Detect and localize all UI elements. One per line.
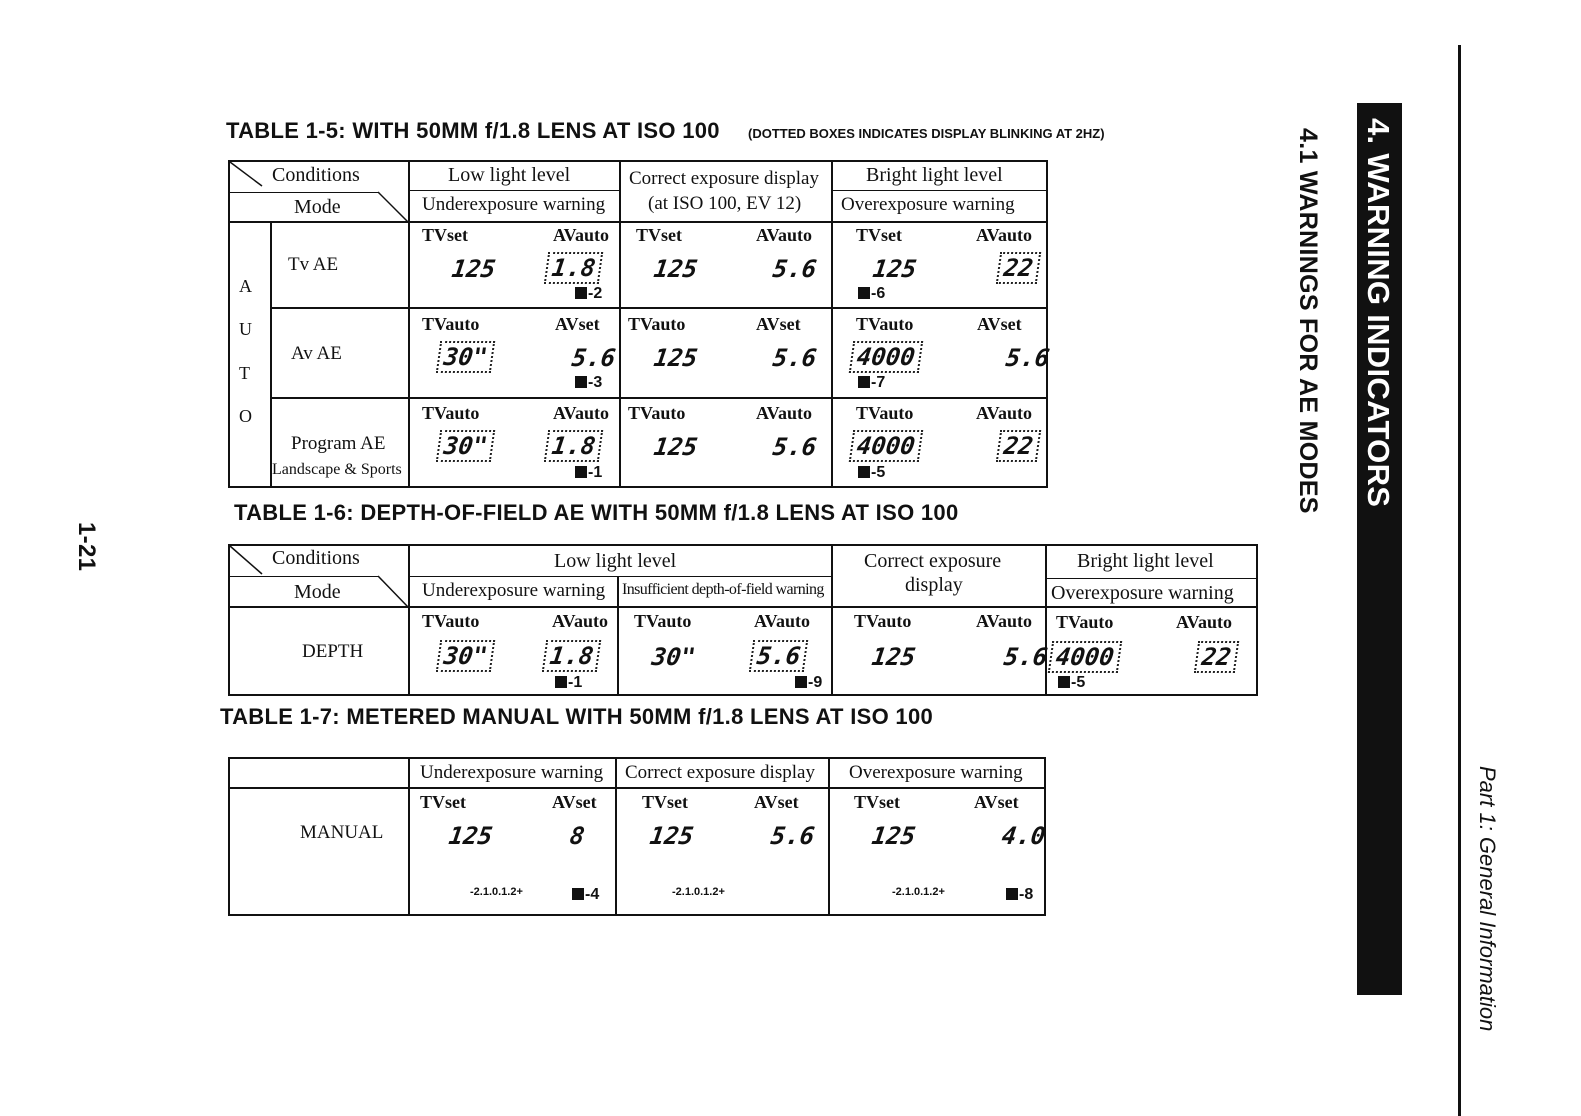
cell-label: TVauto — [1056, 612, 1114, 632]
cell-label: AVauto — [756, 225, 813, 245]
correct-exposure-sub: (at ISO 100, EV 12) — [648, 193, 802, 214]
warning-tag: -5 — [858, 464, 885, 482]
correct-exposure-header: Correct exposure display — [625, 762, 815, 783]
conditions-label: Conditions — [272, 547, 360, 569]
warning-tag: -8 — [1006, 886, 1033, 904]
exposure-scale: -2.1.0.1.2+ — [892, 886, 945, 898]
correct-exposure-header: Correct exposure display — [629, 168, 819, 189]
cell-label: TVauto — [422, 403, 480, 423]
table5-caption: TABLE 1-5: WITH 50MM f/1.8 LENS AT ISO 100 — [226, 118, 720, 143]
cell-label: TVauto — [628, 314, 686, 334]
page-number: 1-21 — [73, 522, 100, 572]
lcd-value-blinking: 30" — [436, 640, 496, 672]
lcd-value: 125 — [652, 344, 700, 372]
auto-letter: A — [239, 276, 252, 296]
cell-label: AVset — [552, 792, 597, 812]
underexposure-header: Underexposure warning — [422, 194, 606, 215]
mode-program-ae: Program AE — [291, 433, 386, 454]
auto-letter: U — [239, 319, 252, 339]
warning-tag: -7 — [858, 374, 885, 392]
cell-label: TVauto — [856, 314, 914, 334]
cell-label: AVauto — [552, 611, 609, 631]
mode-program-ae-sub: Landscape & Sports — [272, 461, 402, 478]
cell-label: AVset — [756, 314, 801, 334]
right-margin-rule — [1458, 45, 1461, 1116]
cell-label: AVauto — [756, 403, 813, 423]
lcd-value-blinking: 22 — [996, 252, 1041, 284]
correct-exposure-header: Correct exposure — [864, 550, 1002, 572]
lcd-value-blinking: 22 — [996, 430, 1041, 462]
mode-tv-ae: Tv AE — [288, 254, 339, 275]
cell-label: TVauto — [628, 403, 686, 423]
cell-label: AVset — [555, 314, 600, 334]
cell-label: AVauto — [553, 225, 610, 245]
lcd-value-blinking: 4000 — [849, 430, 923, 462]
lcd-value: 125 — [870, 643, 918, 671]
conditions-label: Conditions — [272, 164, 360, 186]
lcd-value-blinking: 30" — [436, 341, 496, 373]
cell-label: TVset — [856, 225, 902, 245]
lcd-value-blinking: 1.8 — [542, 640, 602, 672]
warning-tag: -2 — [575, 285, 602, 303]
part-label: Part 1: General Information — [1475, 766, 1500, 1032]
table7-caption: TABLE 1-7: METERED MANUAL WITH 50MM f/1.8 LENS AT ISO 100 — [220, 704, 934, 729]
cell-label: TVauto — [634, 611, 692, 631]
insufficient-dof-header: Insufficient depth-of-field warning — [622, 581, 824, 598]
cell-label: AVset — [754, 792, 799, 812]
chapter-title: 4. WARNING INDICATORS — [1361, 118, 1396, 508]
table6-caption: TABLE 1-6: DEPTH-OF-FIELD AE WITH 50MM f/1.8 LENS AT ISO 100 — [234, 500, 959, 525]
correct-exposure-sub: display — [905, 574, 963, 596]
mode-label: Mode — [294, 196, 341, 218]
mode-label: Mode — [294, 581, 341, 603]
cell-label: AVset — [974, 792, 1019, 812]
lcd-value: 5.6 — [771, 255, 819, 283]
lcd-value: 5.6 — [769, 822, 817, 850]
warning-tag: -6 — [858, 285, 885, 303]
lcd-value: 5.6 — [1004, 344, 1052, 372]
warning-tag: -1 — [555, 674, 582, 692]
lcd-value-blinking: 22 — [1194, 641, 1239, 673]
cell-label: AVauto — [976, 611, 1033, 631]
lcd-value: 30" — [650, 643, 698, 671]
mode-depth: DEPTH — [302, 641, 364, 662]
cell-label: TVauto — [856, 403, 914, 423]
cell-label: TVset — [854, 792, 900, 812]
lcd-value-blinking: 30" — [436, 430, 496, 462]
cell-label: AVset — [977, 314, 1022, 334]
exposure-scale: -2.1.0.1.2+ — [470, 886, 523, 898]
lcd-value-blinking: 5.6 — [749, 640, 809, 672]
lcd-value: 125 — [870, 822, 918, 850]
lcd-value: 125 — [652, 255, 700, 283]
exposure-scale: -2.1.0.1.2+ — [672, 886, 725, 898]
lcd-value: 5.6 — [771, 344, 819, 372]
lcd-value: 125 — [871, 255, 919, 283]
auto-letter: T — [239, 363, 250, 383]
section-title: 4.1 WARNINGS FOR AE MODES — [1294, 128, 1322, 514]
cell-label: TVset — [642, 792, 688, 812]
lcd-value: 125 — [652, 433, 700, 461]
warning-tag: -1 — [575, 464, 602, 482]
lcd-value: 5.6 — [570, 344, 618, 372]
mode-av-ae: Av AE — [291, 343, 342, 364]
lcd-value: 5.6 — [1002, 643, 1050, 671]
lcd-value: 5.6 — [771, 433, 819, 461]
underexposure-header: Underexposure warning — [420, 762, 604, 783]
table5-note: (DOTTED BOXES INDICATES DISPLAY BLINKING AT 2HZ) — [748, 126, 1105, 141]
warning-tag: -5 — [1058, 674, 1085, 692]
lcd-value-blinking: 1.8 — [544, 252, 604, 284]
warning-tag: -9 — [795, 674, 822, 692]
underexposure-header: Underexposure warning — [422, 580, 606, 601]
low-light-header: Low light level — [448, 164, 571, 186]
lcd-value: 125 — [447, 822, 495, 850]
lcd-value: 125 — [648, 822, 696, 850]
cell-label: AVauto — [553, 403, 610, 423]
cell-label: TVset — [636, 225, 682, 245]
mode-manual: MANUAL — [300, 822, 384, 843]
warning-tag: -4 — [572, 886, 599, 904]
bright-light-header: Bright light level — [866, 164, 1003, 186]
warning-tag: -3 — [575, 374, 602, 392]
cell-label: TVauto — [422, 314, 480, 334]
lcd-value: 4.0 — [1000, 822, 1048, 850]
lcd-value-blinking: 1.8 — [544, 430, 604, 462]
overexposure-header: Overexposure warning — [1051, 582, 1234, 604]
low-light-header: Low light level — [554, 550, 677, 572]
cell-label: AVauto — [976, 403, 1033, 423]
cell-label: AVauto — [1176, 612, 1233, 632]
lcd-value: 125 — [450, 255, 498, 283]
overexposure-header: Overexposure warning — [841, 194, 1015, 215]
cell-label: TVset — [420, 792, 466, 812]
cell-label: TVauto — [422, 611, 480, 631]
overexposure-header: Overexposure warning — [849, 762, 1023, 783]
lcd-value-blinking: 4000 — [1048, 641, 1122, 673]
cell-label: AVauto — [976, 225, 1033, 245]
cell-label: TVauto — [854, 611, 912, 631]
bright-light-header: Bright light level — [1077, 550, 1214, 572]
lcd-value: 8 — [568, 822, 587, 850]
lcd-value-blinking: 4000 — [849, 341, 923, 373]
cell-label: TVset — [422, 225, 468, 245]
cell-label: AVauto — [754, 611, 811, 631]
auto-letter: O — [239, 406, 252, 426]
